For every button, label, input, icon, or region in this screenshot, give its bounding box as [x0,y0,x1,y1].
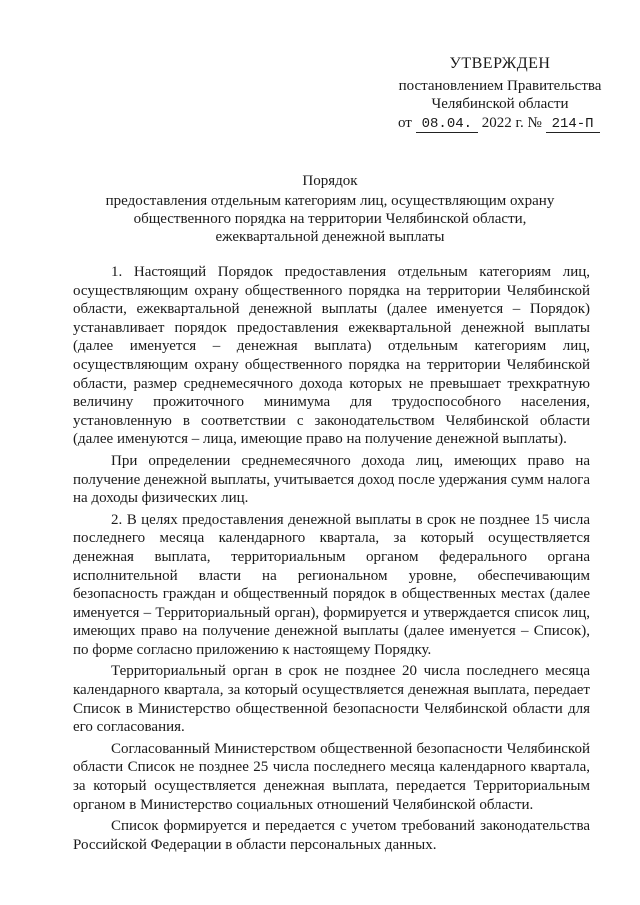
from-label: от [398,115,412,131]
title-line-2: общественного порядка на территории Челябинской области, [133,211,527,227]
approval-stamp [380,55,620,133]
document-body [73,263,590,857]
approval-line-2: Челябинской области [431,96,569,112]
paragraph: Список формируется и передается с учетом требований законодательства Российской Федерации в области персональных данных. [73,818,590,853]
paragraph: Территориальный орган в срок не позднее 20 числа последнего месяца календарного квартала, за который осуществляется денежная выплата, передает Список в Министерство общественной безопасности Челябинской области для его согласования. [73,663,590,736]
document-title [70,172,590,246]
paragraph: При определении среднемесячного дохода лиц, имеющих право на получение денежной выплаты, учитывается доход после удержания сумм налога на доходы физических лиц. [73,452,590,507]
approval-date-line [380,114,620,133]
approval-heading: УТВЕРЖДЕН [449,55,551,72]
paragraph: Согласованный Министерством общественной безопасности Челябинской области Список не позднее 25 числа последнего месяца календарного квартала, за который осуществляется денежная выплата, передается Территориальным органом в Министерство социальных отношений Челябинской области. [73,740,590,813]
title-line-3: ежеквартальной денежной выплаты [215,229,445,245]
approval-number: 214-П [546,117,600,133]
title-heading: Порядок [302,173,358,189]
approval-line-1: постановлением Правительства [398,78,602,94]
year-label: 2022 г. № [481,115,542,131]
paragraph: 2. В целях предоставления денежной выплаты в срок не позднее 15 числа последнего месяца календарного квартала, за который осуществляется денежная выплата, территориальным органом федерального органа исполнительной власти на региональном уровне, обеспечивающим безопасность граждан и общественный порядок в общественных местах (далее именуется – Территориальный орган), формируется и утверждается список лиц, имеющих право на получение денежной выплаты (далее именуется – Список), по форме согласно приложению к настоящему Порядку. [73,511,590,658]
paragraph: 1. Настоящий Порядок предоставления отдельным категориям лиц, осуществляющим охрану общественного порядка на территории Челябинской области, ежеквартальной денежной выплаты (далее именуется – Порядок) устанавливает порядок предоставления ежеквартальной денежной выплаты (далее именуется – денежная выплата) отдельным категориям лиц, осуществляющим охрану общественного порядка на территории Челябинской области, размер среднемесячного дохода которых не превышает трехкратную величину прожиточного минимума для трудоспособного населения, установленную в соответствии с законодательством Челябинской области (далее именуются – лица, имеющие право на получение денежной выплаты). [73,264,590,448]
title-line-1: предоставления отдельным категориям лиц, осуществляющим охрану [105,193,555,209]
approval-date: 08.04. [416,117,478,133]
